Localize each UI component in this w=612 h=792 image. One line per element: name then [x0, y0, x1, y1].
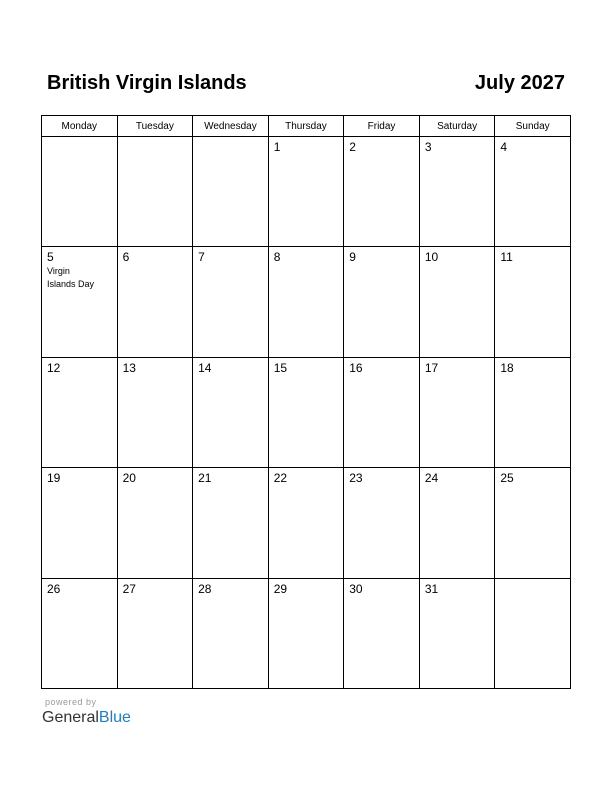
week-row: [42, 247, 571, 357]
holiday-label: Virgin Islands Day: [47, 266, 95, 290]
day-number: [495, 579, 570, 582]
day-cell: [344, 357, 420, 467]
day-number: 5: [47, 250, 54, 265]
weekday-header: Wednesday: [193, 116, 269, 137]
day-cell: [193, 137, 269, 247]
day-number: 23: [349, 471, 363, 486]
day-number: 31: [424, 581, 439, 596]
week-row: [42, 468, 571, 578]
weekday-header: Monday: [42, 116, 118, 137]
brand-general-text: General: [42, 709, 99, 726]
day-number: 19: [47, 471, 61, 486]
day-cell: [193, 468, 269, 578]
day-cell: [268, 137, 344, 247]
day-number: [118, 137, 193, 140]
day-cell: [495, 468, 571, 578]
day-cell: [419, 357, 495, 467]
day-number: 14: [198, 360, 212, 375]
day-cell: [344, 137, 420, 247]
day-cell: [495, 357, 571, 467]
day-number: 10: [424, 250, 439, 265]
day-cell: [117, 357, 193, 467]
day-cell: [42, 468, 118, 578]
day-cell: [419, 468, 495, 578]
day-number: [193, 137, 268, 140]
day-number: 21: [198, 471, 212, 486]
day-cell: [268, 468, 344, 578]
day-cell: [42, 578, 118, 688]
day-cell: [419, 247, 495, 357]
day-number: 20: [122, 471, 136, 486]
day-cell: [344, 578, 420, 688]
day-cell: [419, 578, 495, 688]
day-number: 18: [500, 360, 514, 375]
day-number: 27: [122, 581, 136, 596]
day-cell: [268, 578, 344, 688]
weekday-header: Tuesday: [117, 116, 193, 137]
day-number: 22: [273, 471, 288, 486]
day-cell: [117, 578, 193, 688]
weekday-header: Thursday: [268, 116, 344, 137]
day-cell: [42, 357, 118, 467]
day-cell: [117, 247, 193, 357]
day-cell: [193, 578, 269, 688]
calendar-grid: [41, 115, 571, 689]
day-number: 15: [273, 360, 288, 375]
week-row: [42, 578, 571, 688]
week-row: [42, 357, 571, 467]
day-number: 7: [198, 250, 205, 265]
day-number: 9: [349, 250, 356, 265]
weekday-header: Saturday: [419, 116, 495, 137]
day-cell: [268, 357, 344, 467]
day-number: 8: [273, 250, 281, 265]
day-number: 2: [349, 140, 356, 154]
day-cell: [344, 247, 420, 357]
day-cell: [117, 137, 193, 247]
day-number: 16: [349, 360, 363, 375]
day-number: 12: [47, 360, 61, 375]
day-cell: [268, 247, 344, 357]
day-number: 29: [273, 581, 288, 596]
powered-by-text: powered by: [45, 697, 97, 707]
day-cell: [193, 247, 269, 357]
day-cell: [495, 578, 571, 688]
day-number: [42, 137, 117, 140]
day-cell: [117, 468, 193, 578]
day-number: 28: [198, 581, 212, 596]
country-title: British Virgin Islands: [47, 72, 247, 94]
day-cell: [193, 357, 269, 467]
week-row: [42, 137, 571, 247]
day-number: 11: [500, 250, 513, 265]
weekday-header: Friday: [344, 116, 420, 137]
day-number: 6: [122, 250, 130, 265]
month-year-title: July 2027: [474, 72, 565, 94]
day-cell: [42, 247, 118, 357]
day-number: 25: [500, 471, 514, 486]
generalblue-logo[interactable]: [42, 709, 131, 727]
day-number: 26: [47, 581, 61, 596]
day-cell: [419, 137, 495, 247]
day-number: 4: [500, 140, 508, 154]
weekday-header: Sunday: [495, 116, 571, 137]
day-number: 13: [122, 360, 136, 375]
day-number: 17: [424, 360, 439, 375]
day-number: 24: [424, 471, 439, 486]
brand-blue-text: Blue: [98, 709, 131, 726]
weekday-header-row: [42, 116, 571, 137]
day-cell: [344, 468, 420, 578]
day-cell: [495, 247, 571, 357]
day-cell: [42, 137, 118, 247]
day-number: 30: [349, 581, 363, 596]
day-cell: [495, 137, 571, 247]
day-number: 3: [424, 140, 432, 154]
day-number: 1: [273, 140, 281, 154]
